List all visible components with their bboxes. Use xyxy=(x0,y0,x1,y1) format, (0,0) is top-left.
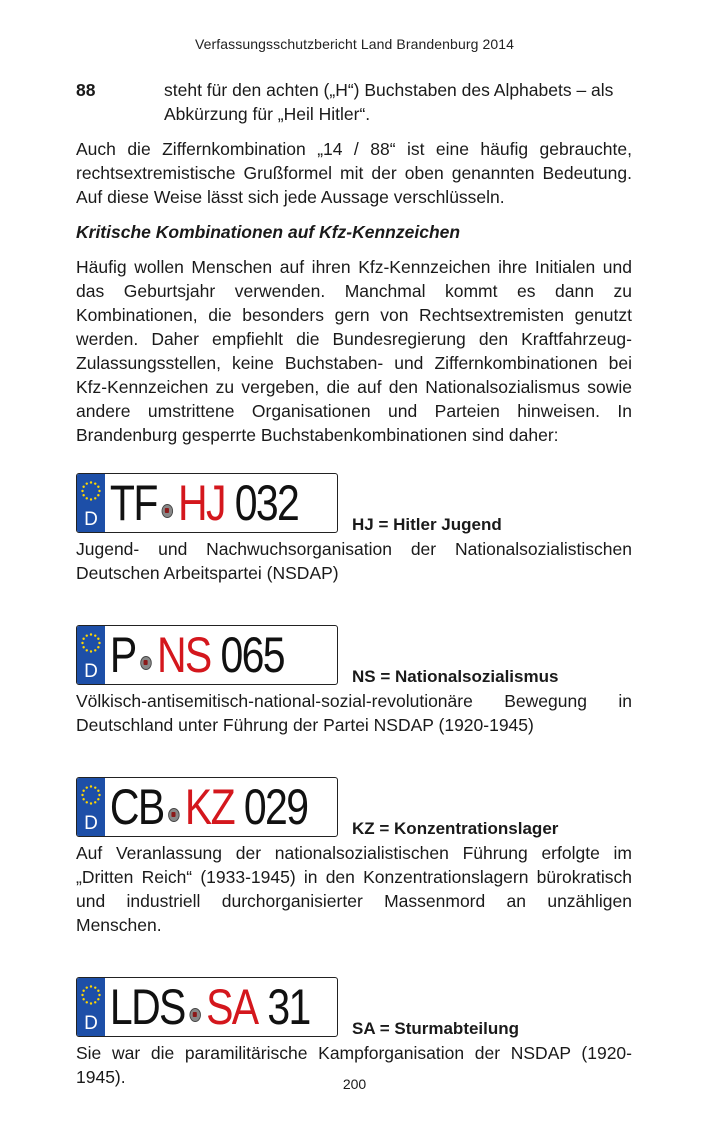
eu-band xyxy=(77,978,105,1036)
plate-country-code: D xyxy=(84,661,98,682)
eu-star xyxy=(82,790,84,792)
eu-star xyxy=(81,994,83,996)
plate-number: 032 xyxy=(234,475,299,531)
plate-caption: KZ = Konzentrationslager xyxy=(352,819,559,838)
plate-characters xyxy=(105,778,307,836)
eu-star xyxy=(97,798,99,800)
eu-star xyxy=(90,785,92,787)
plate-entry-hj xyxy=(76,467,632,585)
plate-letters: SA xyxy=(206,979,258,1035)
eu-star xyxy=(90,498,92,500)
page-content xyxy=(76,78,632,1089)
plate-caption: SA = Sturmabteilung xyxy=(352,1019,520,1038)
eu-star xyxy=(81,642,83,644)
plate-district: CB xyxy=(109,779,164,835)
plate-letters: KZ xyxy=(184,779,235,835)
eu-star xyxy=(90,481,92,483)
eu-star xyxy=(90,985,92,987)
license-plate xyxy=(76,977,338,1037)
registration-seal-icon xyxy=(141,656,152,670)
registration-seal-icon xyxy=(162,504,173,518)
plate-entry-ns xyxy=(76,619,632,737)
eu-stars-icon xyxy=(79,479,103,503)
plate-characters xyxy=(105,474,298,532)
eu-star xyxy=(90,802,92,804)
eu-star xyxy=(97,646,99,648)
eu-star xyxy=(90,650,92,652)
page-header: Verfassungsschutzbericht Land Brandenburg 2014 xyxy=(194,36,515,52)
eu-star xyxy=(97,790,99,792)
plate-line xyxy=(76,619,632,685)
plate-district: TF xyxy=(109,475,157,531)
plate-district: P xyxy=(109,627,136,683)
eu-stars-icon xyxy=(79,783,103,807)
registration-seal-icon xyxy=(169,808,180,822)
plate-characters xyxy=(105,978,310,1036)
eu-star xyxy=(86,497,88,499)
plate-entry-kz xyxy=(76,771,632,937)
eu-star xyxy=(94,986,96,988)
plate-district: LDS xyxy=(109,979,185,1035)
eu-star xyxy=(86,649,88,651)
eu-star xyxy=(82,486,84,488)
plate-letters: NS xyxy=(156,627,211,683)
plate-description: Auf Veranlassung der nationalsozialistischen Führung erfolgte im „Dritten Reich“ (1933-1945) in den Konzentrationslagern bürokratisch und industriell durchorganisierter Massenmord an unzähligen Menschen. xyxy=(76,843,632,935)
plate-letters: HJ xyxy=(178,475,225,531)
plate-caption: NS = Nationalsozialismus xyxy=(352,667,559,686)
eu-star xyxy=(94,482,96,484)
plate-description: Sie war die paramilitärische Kampforganisation der NSDAP (1920-1945). xyxy=(76,1043,632,1087)
plate-number: 065 xyxy=(220,627,284,683)
license-plate xyxy=(76,473,338,533)
plate-number: 31 xyxy=(267,979,310,1035)
plate-description: Jugend- und Nachwuchsorganisation der Nationalsozialistischen Deutschen Arbeitspartei (NSDAP) xyxy=(76,539,632,583)
eu-star xyxy=(98,642,100,644)
plate-country-code: D xyxy=(84,509,98,530)
plate-line xyxy=(76,771,632,837)
eu-star xyxy=(86,801,88,803)
eu-stars-icon xyxy=(79,631,103,655)
eu-star xyxy=(94,649,96,651)
eu-star xyxy=(97,486,99,488)
eu-band xyxy=(77,474,105,532)
definition-row xyxy=(76,78,632,126)
paragraph-2: Häufig wollen Menschen auf ihren Kfz-Kennzeichen ihre Initialen und das Geburtsjahr verwenden. Manchmal kommt es dann zu Kombinationen, die besonders gern von Rechtsextremisten genutzt werden. Daher empfiehlt die Bundesregierung den Kraftfahrzeug-Zulassungsstellen, keine Buchstaben- und Ziffernkombinationen bei Kfz-Kennzeichen zu vergeben, die auf den Nationalsozialismus sowie andere umstrittene Organisationen und Parteien hinweisen. In Brandenburg gesperrte Buchstabenkombinationen sind daher: xyxy=(76,257,632,445)
eu-star xyxy=(82,998,84,1000)
definition-text: steht für den achten („H“) Buchstaben des Alphabets – als Abkürzung für „Heil Hitler“. xyxy=(164,80,614,124)
eu-band xyxy=(77,778,105,836)
license-plate xyxy=(76,777,338,837)
plate-caption: HJ = Hitler Jugend xyxy=(352,515,502,534)
page-number: 200 xyxy=(342,1076,367,1092)
registration-seal-icon xyxy=(190,1008,201,1022)
eu-star xyxy=(81,794,83,796)
plate-characters xyxy=(105,626,284,684)
plate-line xyxy=(76,467,632,533)
eu-star xyxy=(86,482,88,484)
section-heading: Kritische Kombinationen auf Kfz-Kennzeichen xyxy=(76,222,461,242)
definition-number: 88 xyxy=(76,80,96,100)
eu-star xyxy=(94,634,96,636)
eu-star xyxy=(82,494,84,496)
eu-star xyxy=(97,998,99,1000)
eu-star xyxy=(82,638,84,640)
eu-star xyxy=(98,794,100,796)
plate-description: Völkisch-antisemitisch-national-sozial-revolutionäre Bewegung in Deutschland unter Führung der Partei NSDAP (1920-1945) xyxy=(76,691,632,735)
plate-entry-sa xyxy=(76,971,632,1089)
eu-star xyxy=(81,490,83,492)
plate-line xyxy=(76,971,632,1037)
paragraph-1: Auch die Ziffernkombination „14 / 88“ ist eine häufig gebrauchte, rechtsextremistische Grußformel mit der oben genannten Bedeutung. Auf diese Weise lässt sich jede Aussage verschlüsseln. xyxy=(76,139,632,207)
eu-star xyxy=(97,638,99,640)
eu-star xyxy=(94,1001,96,1003)
plate-country-code: D xyxy=(84,1013,98,1034)
license-plate xyxy=(76,625,338,685)
eu-star xyxy=(86,786,88,788)
eu-star xyxy=(82,646,84,648)
eu-star xyxy=(82,990,84,992)
eu-star xyxy=(86,1001,88,1003)
eu-star xyxy=(82,798,84,800)
eu-star xyxy=(98,490,100,492)
eu-star xyxy=(97,494,99,496)
eu-star xyxy=(90,1002,92,1004)
eu-band xyxy=(77,626,105,684)
plate-country-code: D xyxy=(84,813,98,834)
eu-star xyxy=(94,497,96,499)
plate-number: 029 xyxy=(243,779,308,835)
eu-star xyxy=(86,986,88,988)
eu-star xyxy=(94,786,96,788)
eu-star xyxy=(98,994,100,996)
eu-star xyxy=(90,633,92,635)
eu-star xyxy=(97,990,99,992)
eu-star xyxy=(94,801,96,803)
eu-star xyxy=(86,634,88,636)
eu-stars-icon xyxy=(79,983,103,1007)
